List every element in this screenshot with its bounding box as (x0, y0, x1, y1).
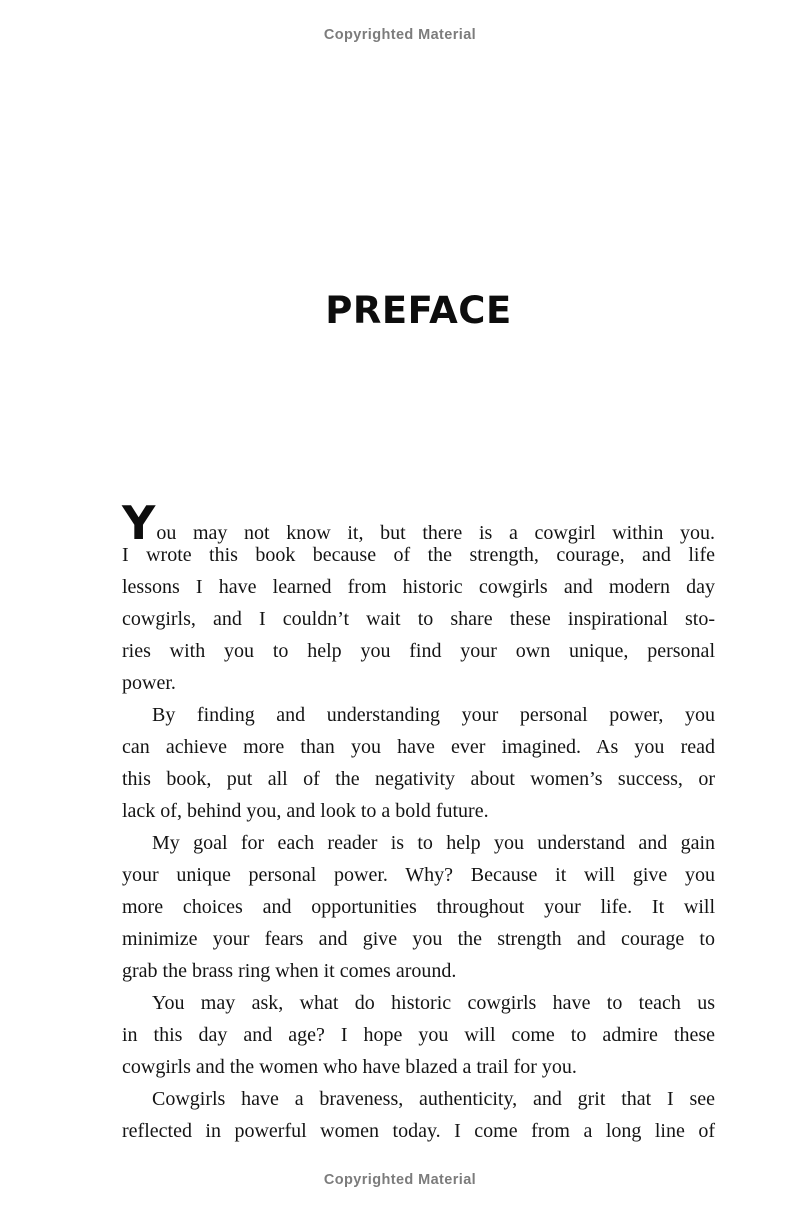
text-line: in this day and age? I hope you will come to admire these (122, 1024, 715, 1046)
text-line: cowgirls, and I couldn’t wait to share these inspirational sto- (122, 608, 715, 630)
text-line: can achieve more than you have ever imagined. As you read (122, 736, 715, 758)
text-line: grab the brass ring when it comes around. (122, 960, 457, 982)
text-line: power. (122, 672, 176, 694)
text-line: more choices and opportunities throughout your life. It will (122, 896, 715, 918)
preface-body (122, 496, 715, 1147)
text-line: You may ask, what do historic cowgirls have to teach us (152, 992, 715, 1014)
text-line: By finding and understanding your personal power, you (152, 704, 715, 726)
text-line: lessons I have learned from historic cowgirls and modern day (122, 576, 715, 598)
text-line: Cowgirls have a braveness, authenticity, and grit that I see (152, 1088, 715, 1110)
text-line: I wrote this book because of the strength, courage, and life (122, 544, 715, 566)
page-title: PREFACE (325, 289, 512, 332)
text-line: ries with you to help you find your own unique, personal (122, 640, 715, 662)
drop-cap: Y (122, 496, 156, 550)
text-line: reflected in powerful women today. I come from a long line of (122, 1120, 715, 1142)
text-line: My goal for each reader is to help you understand and gain (152, 832, 715, 854)
copyright-notice-bottom: Copyrighted Material (323, 1172, 477, 1188)
text-line: lack of, behind you, and look to a bold future. (122, 800, 489, 822)
text-line-content: ou may not know it, but there is a cowgirl within you. (156, 522, 715, 544)
text-line: this book, put all of the negativity about women’s success, or (122, 768, 715, 790)
text-line (122, 496, 715, 550)
text-line: cowgirls and the women who have blazed a trail for you. (122, 1056, 577, 1078)
text-line: your unique personal power. Why? Because it will give you (122, 864, 715, 886)
text-line: minimize your fears and give you the strength and courage to (122, 928, 715, 950)
copyright-notice-top: Copyrighted Material (323, 27, 477, 43)
